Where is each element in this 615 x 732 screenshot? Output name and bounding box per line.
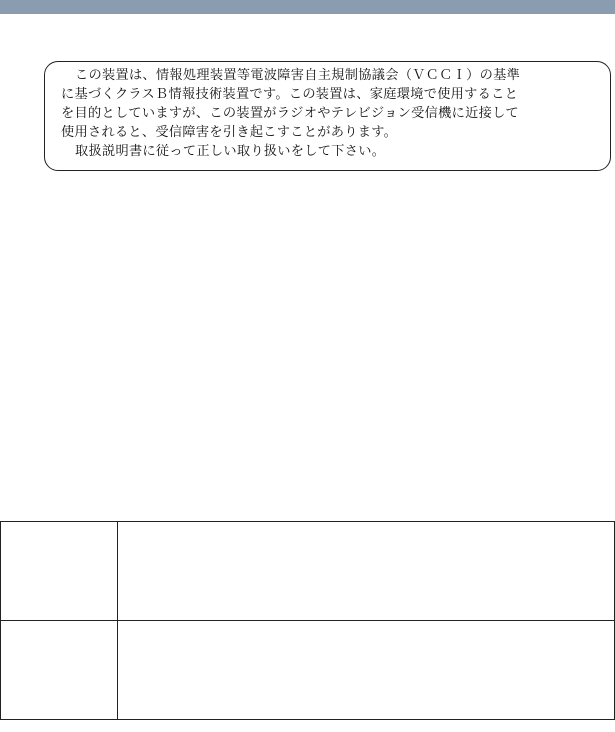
table-label-cell — [1, 522, 118, 621]
table-row — [1, 522, 615, 621]
header-bar — [0, 0, 615, 14]
vcci-notice-box — [44, 61, 611, 171]
notice-line: この装置は、情報処理装置等電波障害自主規制協議会（ＶＣＣＩ）の基準 — [75, 68, 521, 83]
table-content-cell — [118, 522, 615, 621]
notice-line: に基づくクラスＢ情報技術装置です。この装置は、家庭環境で使用すること — [61, 87, 519, 102]
notice-line: 使用されると、受信障害を引き起こすことがあります。 — [61, 125, 398, 140]
notice-line: 取扱説明書に従って正しい取り扱いをして下さい。 — [75, 144, 386, 159]
table-content-cell — [118, 621, 615, 720]
empty-table — [0, 521, 615, 720]
notice-line: を目的としていますが、この装置がラジオやテレビジョン受信機に近接して — [61, 106, 520, 121]
table-row — [1, 621, 615, 720]
table-label-cell — [1, 621, 118, 720]
